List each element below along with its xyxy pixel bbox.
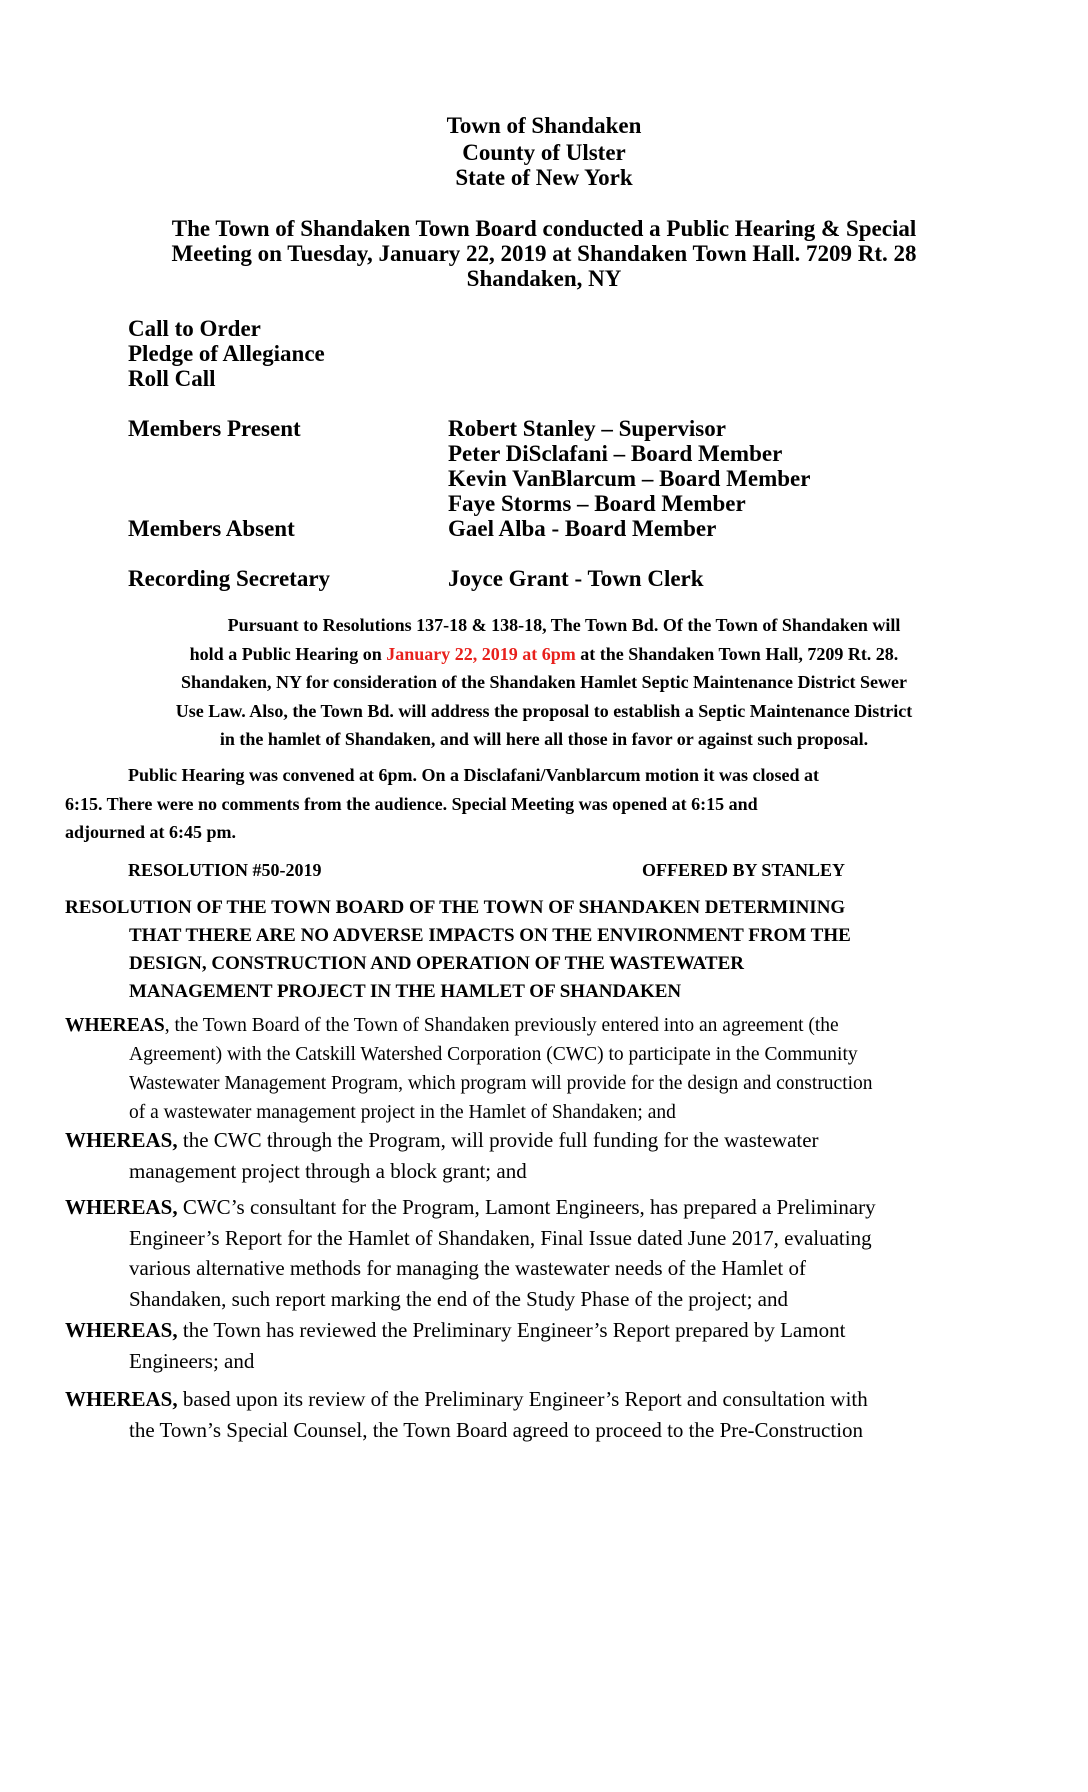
whereas-text: various alternative methods for managing the wastewater needs of the Hamlet of [129, 1256, 807, 1280]
members-present-label: Members Present [128, 416, 301, 441]
whereas-clause-5 [65, 1384, 985, 1445]
whereas-text: Agreement) with the Catskill Watershed Corporation (CWC) to participate in the Community [129, 1044, 858, 1065]
county-name: County of Ulster [462, 140, 626, 165]
agenda-call-to-order: Call to Order [128, 316, 261, 341]
state-name: State of New York [455, 165, 633, 190]
whereas-clause-4 [65, 1315, 985, 1376]
resolution-title [65, 894, 965, 1006]
whereas-keyword: WHEREAS, [65, 1387, 178, 1411]
whereas-text: , the Town Board of the Town of Shandaken previously entered into an agreement (the [164, 1015, 839, 1036]
notice-line-4: Use Law. Also, the Town Bd. will address the proposal to establish a Septic Maintenance District [175, 700, 913, 721]
whereas-text: the CWC through the Program, will provide full funding for the wastewater [177, 1128, 819, 1152]
member-present: Robert Stanley – Supervisor [448, 416, 726, 441]
recording-secretary: Joyce Grant - Town Clerk [448, 566, 704, 591]
recording-secretary-label: Recording Secretary [128, 566, 331, 591]
resolution-title-line: MANAGEMENT PROJECT IN THE HAMLET OF SHANDAKEN [129, 981, 682, 1002]
whereas-text: the Town’s Special Counsel, the Town Board agreed to proceed to the Pre-Construction [129, 1417, 864, 1442]
notice-line-1: Pursuant to Resolutions 137-18 & 138-18, The Town Bd. Of the Town of Shandaken will [227, 615, 901, 635]
whereas-text: Engineers; and [129, 1348, 255, 1373]
whereas-clause-1 [65, 1011, 985, 1127]
notice-line-2-post: at the Shandaken Town Hall, 7209 Rt. 28. [575, 643, 899, 664]
member-present: Faye Storms – Board Member [448, 491, 746, 516]
whereas-text: Engineer’s Report for the Hamlet of Shandaken, Final Issue dated June 2017, evaluating [129, 1225, 872, 1250]
whereas-text: Wastewater Management Program, which program will provide for the design and construction [129, 1073, 873, 1094]
intro-line-3: Shandaken, NY [466, 266, 622, 291]
resolution-offered-by: OFFERED BY STANLEY [642, 860, 846, 880]
hearing-line-1: Public Hearing was convened at 6pm. On a Disclafani/Vanblarcum motion it was closed at [128, 765, 820, 785]
whereas-keyword: WHEREAS, [65, 1128, 178, 1152]
resolution-title-line: THAT THERE ARE NO ADVERSE IMPACTS ON THE ENVIRONMENT FROM THE [129, 925, 851, 946]
whereas-keyword: WHEREAS, [65, 1318, 178, 1342]
resolution-title-line: RESOLUTION OF THE TOWN BOARD OF THE TOWN OF SHANDAKEN DETERMINING [65, 897, 846, 918]
town-name: Town of Shandaken [446, 113, 642, 138]
whereas-text: based upon its review of the Preliminary Engineer’s Report and consultation with [177, 1387, 868, 1411]
notice-line-3: Shandaken, NY for consideration of the Shandaken Hamlet Septic Maintenance District Sewer [181, 672, 907, 693]
intro-line-2: Meeting on Tuesday, January 22, 2019 at Shandaken Town Hall. 7209 Rt. 28 [171, 241, 917, 266]
intro-line-1: The Town of Shandaken Town Board conducted a Public Hearing & Special [171, 216, 917, 241]
whereas-text: Shandaken, such report marking the end of the Study Phase of the project; and [129, 1286, 788, 1311]
whereas-text: of a wastewater management project in the Hamlet of Shandaken; and [129, 1102, 676, 1123]
whereas-clause-2 [65, 1125, 985, 1186]
member-absent: Gael Alba - Board Member [448, 516, 717, 541]
whereas-text: the Town has reviewed the Preliminary Engineer’s Report prepared by Lamont [177, 1318, 846, 1342]
notice-line-2 [0, 640, 1088, 669]
hearing-paragraph [65, 761, 1045, 847]
whereas-keyword: WHEREAS, [65, 1195, 178, 1219]
members-absent-label: Members Absent [128, 516, 295, 541]
hearing-line-2: 6:15. There were no comments from the audience. Special Meeting was opened at 6:15 and [65, 793, 758, 814]
agenda-roll-call: Roll Call [128, 366, 216, 391]
member-present: Peter DiSclafani – Board Member [448, 441, 783, 466]
resolution-title-line: DESIGN, CONSTRUCTION AND OPERATION OF THE WASTEWATER [129, 953, 744, 974]
hearing-date: January 22, 2019 at 6pm [386, 643, 576, 664]
hearing-line-3: adjourned at 6:45 pm. [65, 822, 237, 843]
whereas-keyword: WHEREAS [65, 1015, 165, 1036]
whereas-text: management project through a block grant; and [129, 1158, 527, 1183]
whereas-clause-3 [65, 1192, 985, 1314]
agenda-pledge: Pledge of Allegiance [128, 341, 325, 366]
whereas-text: CWC’s consultant for the Program, Lamont Engineers, has prepared a Preliminary [177, 1195, 876, 1219]
notice-paragraph [0, 611, 1088, 754]
resolution-number: RESOLUTION #50-2019 [128, 860, 322, 880]
member-present: Kevin VanBlarcum – Board Member [448, 466, 811, 491]
notice-line-5: in the hamlet of Shandaken, and will here all those in favor or against such proposal. [219, 729, 869, 750]
notice-line-2-pre: hold a Public Hearing on [189, 643, 387, 664]
